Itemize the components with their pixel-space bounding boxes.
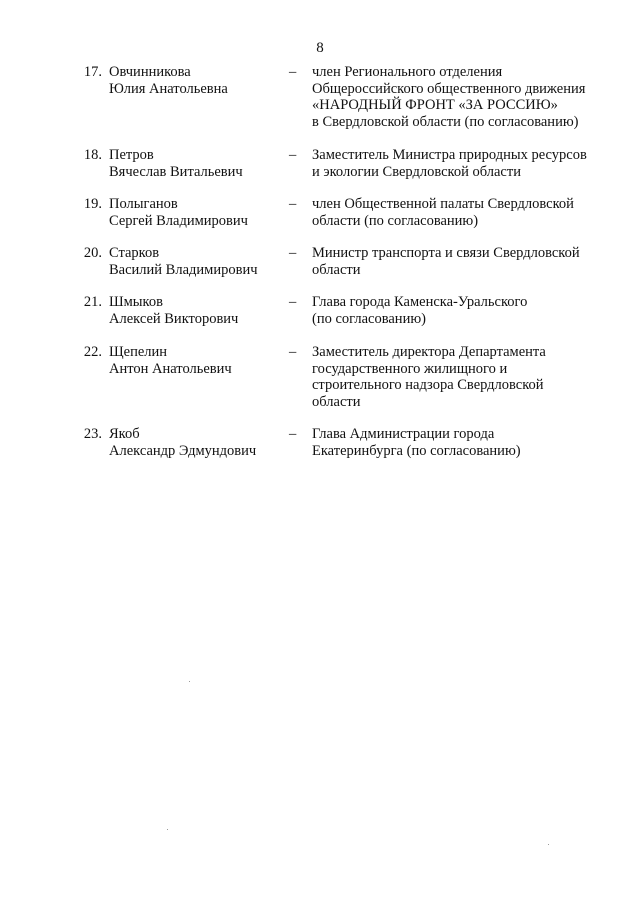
role-line: Общероссийского общественного движения [312, 80, 586, 97]
role-line: Глава города Каменска-Уральского [312, 294, 528, 310]
member-role [312, 196, 617, 229]
scan-speck [167, 829, 168, 830]
member-given-name: Вячеслав Витальевич [109, 163, 243, 180]
member-surname: Шмыков [109, 294, 163, 310]
role-line: области [312, 261, 361, 278]
member-given-name: Александр Эдмундович [109, 442, 257, 459]
dash-separator: – [289, 344, 297, 360]
role-line: строительного надзора Свердловской [312, 377, 544, 393]
member-surname: Полыганов [109, 196, 178, 212]
role-line: Екатеринбурга (по согласованию) [312, 442, 521, 459]
scan-speck [189, 681, 190, 682]
dash-separator: – [289, 64, 297, 80]
member-name [109, 344, 284, 377]
item-number: 20. [83, 245, 102, 261]
member-name [109, 147, 284, 180]
member-role [312, 294, 617, 327]
role-line: (по согласованию) [312, 310, 426, 327]
role-line: и экологии Свердловской области [312, 163, 521, 180]
member-role [312, 344, 617, 410]
dash-separator: – [289, 196, 297, 212]
role-line: в Свердловской области (по согласованию) [312, 113, 579, 130]
role-line: Заместитель Министра природных ресурсов [312, 147, 587, 163]
member-surname: Старков [109, 245, 160, 261]
role-line: области (по согласованию) [312, 212, 479, 229]
item-number: 18. [83, 147, 102, 163]
member-given-name: Сергей Владимирович [109, 212, 248, 229]
member-name [109, 426, 284, 459]
role-line: Министр транспорта и связи Свердловской [312, 245, 580, 261]
role-line: Заместитель директора Департамента [312, 344, 546, 360]
member-name [109, 196, 284, 229]
role-line: член Регионального отделения [312, 64, 503, 80]
member-name [109, 64, 284, 97]
member-role [312, 64, 617, 130]
member-given-name: Юлия Анатольевна [109, 80, 228, 97]
member-surname: Щепелин [109, 344, 168, 360]
role-line: «НАРОДНЫЙ ФРОНТ «ЗА РОССИЮ» [312, 97, 558, 113]
member-name [109, 294, 284, 327]
member-name [109, 245, 284, 278]
member-surname: Овчинникова [109, 64, 191, 80]
dash-separator: – [289, 245, 297, 261]
item-number: 23. [83, 426, 102, 442]
member-role [312, 245, 617, 278]
role-line: области [312, 393, 361, 410]
page-number: 8 [316, 40, 324, 56]
item-number: 22. [83, 344, 102, 360]
member-surname: Петров [109, 147, 154, 163]
member-surname: Якоб [109, 426, 140, 442]
role-line: член Общественной палаты Свердловской [312, 196, 574, 212]
scan-speck [548, 844, 549, 845]
item-number: 21. [83, 294, 102, 310]
role-line: Глава Администрации города [312, 426, 495, 442]
dash-separator: – [289, 147, 297, 163]
member-given-name: Алексей Викторович [109, 310, 239, 327]
member-given-name: Антон Анатольевич [109, 360, 232, 377]
role-line: государственного жилищного и [312, 360, 508, 377]
member-role [312, 426, 617, 459]
member-given-name: Василий Владимирович [109, 261, 258, 278]
dash-separator: – [289, 294, 297, 310]
item-number: 19. [83, 196, 102, 212]
dash-separator: – [289, 426, 297, 442]
member-role [312, 147, 617, 180]
item-number: 17. [83, 64, 102, 80]
